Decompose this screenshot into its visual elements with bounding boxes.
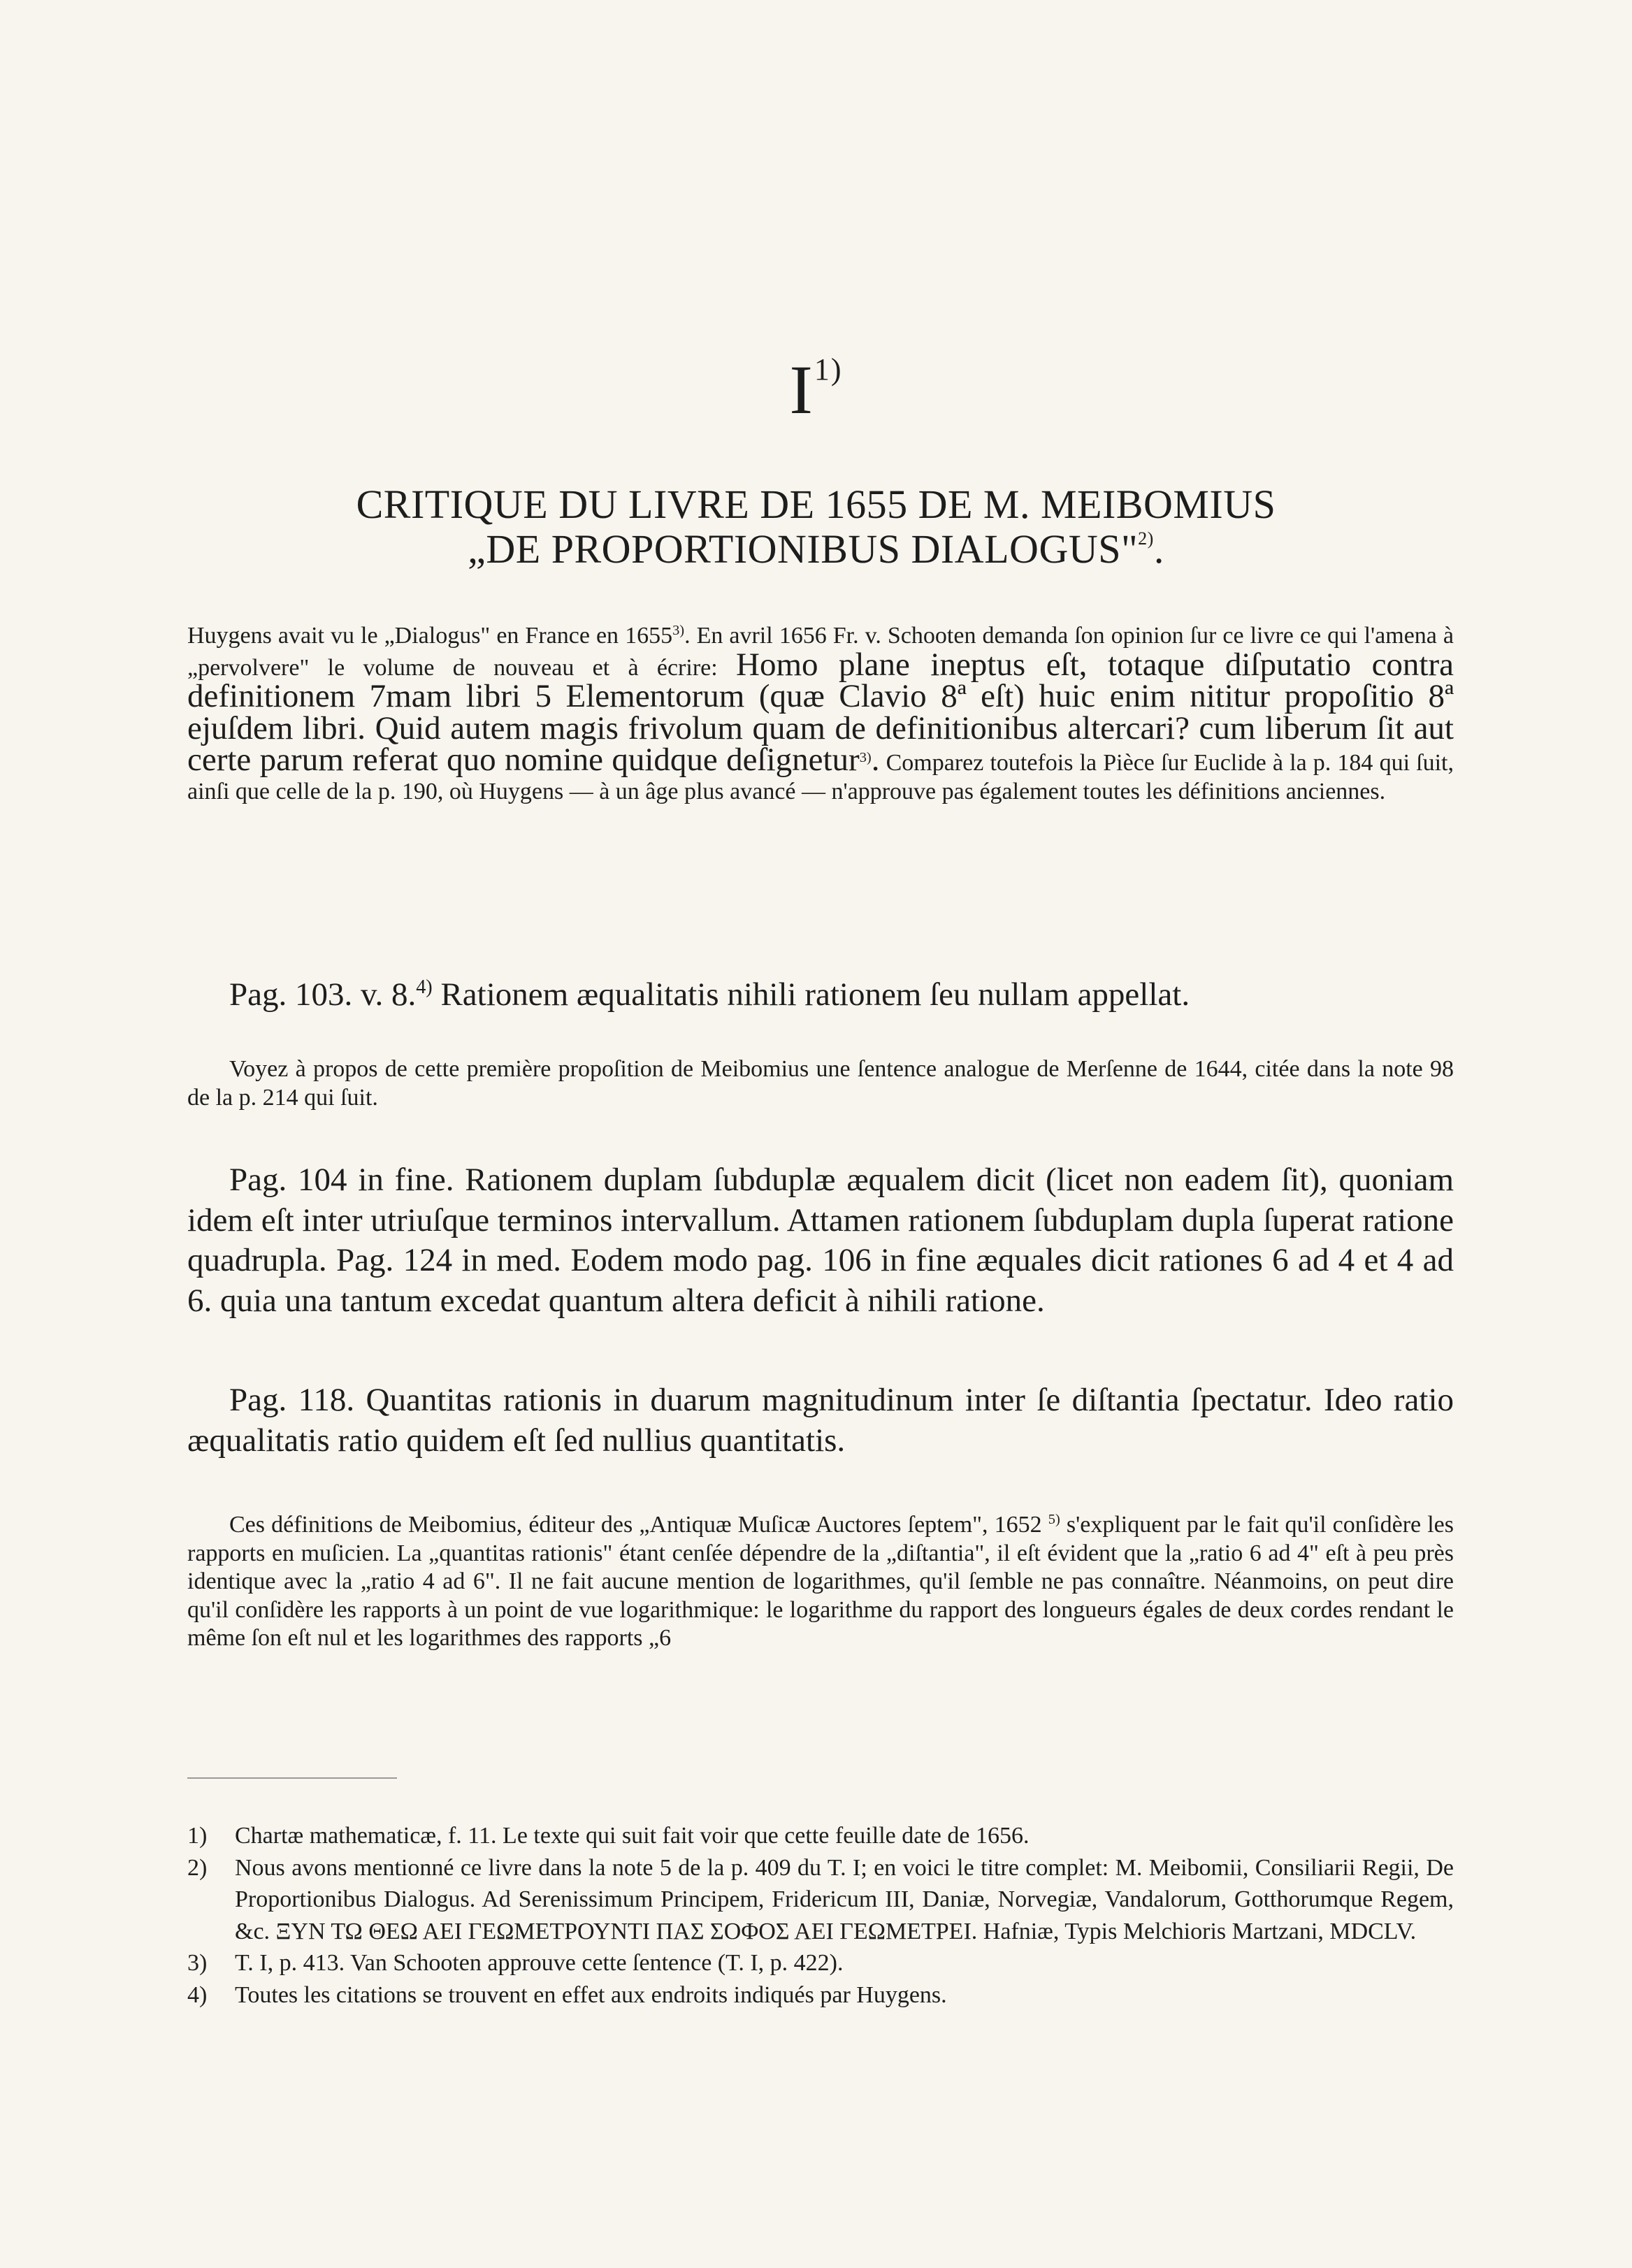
p104-paragraph: Pag. 104 in fine. Rationem duplam ſubduplæ æqualem dicit (licet non eadem ſit), quoniam idem eſt inter utriuſque terminos intervallum. Attamen rationem ſubduplam dupla ſuperat ratione quadrupla. Pag. 124 in med. Eodem modo pag. 106 in fine æquales dicit rationes 6 ad 4 et 4 ad 6. quia una tantum excedat quantum altera deficit à nihili ratione. xyxy=(187,1162,1454,1319)
numeral-note-ref: 1) xyxy=(814,352,843,387)
title-line-2 xyxy=(0,526,1632,572)
intro-note-ref-3: 3) xyxy=(672,622,685,638)
comment-2 xyxy=(187,1511,1454,1653)
footnote-4 xyxy=(187,1979,1454,2011)
footnote-1 xyxy=(187,1820,1454,1852)
intro-latin-note-ref: 3) xyxy=(859,749,872,765)
intro-latin-quote: Homo plane ineptus eſt, totaque diſputatio contra definitionem 7mam libri 5 Elementorum (quæ Clavio 8ª eſt) huic enim nititur propoſitio 8ª ejuſdem libri. Quid autem magis frivolum quam de definitionibus altercari? cum liberum ſit aut certe parum referat quo nomine quidque deſignetur xyxy=(187,646,1454,778)
footnote-4-text: Toutes les citations se trouvent en effet aux endroits indiqués par Huygens. xyxy=(235,1981,947,2008)
p103-ref: Pag. 103. v. 8. xyxy=(229,976,417,1013)
comment-2-text-2: s'expliquent par le fait qu'il conſidère les rapports en muſicien. La „quantitas rationis" étant cenſée dépendre de la „diſtantia", il eſt évident que la „ratio 6 ad 4" eſt à peu près identique avec la „ratio 4 ad 6". Il ne fait aucune mention de logarithmes, qu'il ſemble ne pas connaître. Néanmoins, on peut dire qu'il conſidère les rapports à un point de vue logarithmique: le logarithme du rapport des longueurs égales de deux cordes rendant le même ſon eſt nul et les logarithmes des rapports „6 xyxy=(187,1512,1454,1651)
p103-paragraph xyxy=(187,975,1454,1016)
comment-1: Voyez à propos de cette première propoſition de Meibomius une ſentence analogue de Merſenne de 1644, citée dans la note 98 de la p. 214 qui ſuit. xyxy=(187,1056,1454,1111)
p103-note-ref-4: 4) xyxy=(416,976,433,999)
intro-paragraph xyxy=(187,622,1454,806)
footnote-1-text: Chartæ mathematicæ, f. 11. Le texte qui suit fait voir que cette feuille date de 1656. xyxy=(235,1823,1030,1849)
title-line-1: CRITIQUE DU LIVRE DE 1655 DE M. MEIBOMIUS xyxy=(356,482,1276,527)
comment-2-note-ref-5: 5) xyxy=(1048,1511,1060,1527)
intro-text-3: Comparez toutefois la Pièce ſur Euclide à la p. 184 qui ſuit, ainſi que celle de la p. 190, où Huygens — à un âge plus avancé — n'approuve pas également toutes les définitions anciennes. xyxy=(187,750,1454,804)
title-end: . xyxy=(1153,526,1164,572)
footnote-3-mark: 3) xyxy=(187,1950,208,1976)
comment-2-text-1: Ces définitions de Meibomius, éditeur des „Antiquæ Muſicæ Auctores ſeptem", 1652 xyxy=(229,1512,1042,1538)
footnote-2-text: Nous avons mentionné ce livre dans la note 5 de la p. 409 du T. I; en voici le titre complet: M. Meibomii, Consiliarii Regii, De Proportionibus Dialogus. Ad Serenissimum Principem, Fridericum III, Daniæ, Norvegiæ, Vandalorum, Gotthorumque Regem, &c. ΞΥΝ ΤΩ ΘΕΩ ΑΕΙ ΓΕΩΜΕΤΡΟΥΝΤΙ ΠΑΣ ΣΟΦΟΣ ΑΕΙ ΓΕΩΜΕΤΡΕΙ. Hafniæ, Typis Melchioris Martzani, MDCLV. xyxy=(235,1854,1454,1944)
footnote-separator xyxy=(187,1777,397,1779)
intro-text-2: . En avril 1656 Fr. v. Schooten demanda ſon opinion ſur ce livre ce qui l'amena à „pervolvere" le volume de nouveau et à écrire: xyxy=(187,623,1454,681)
title-note-ref: 2) xyxy=(1138,528,1154,549)
footnote-2 xyxy=(187,1852,1454,1948)
p118-paragraph: Pag. 118. Quantitas rationis in duarum magnitudinum inter ſe diſtantia ſpectatur. Ideo ratio æqualitatis ratio quidem eſt ſed nullius quantitatis. xyxy=(187,1382,1454,1459)
footnotes xyxy=(187,1820,1454,2011)
title-line-2-text: „DE PROPORTIONIBUS DIALOGUS" xyxy=(468,526,1139,572)
intro-text-1: Huygens avait vu le „Dialogus" en France en 1655 xyxy=(187,623,673,649)
section-numeral xyxy=(0,349,1632,430)
footnote-3 xyxy=(187,1947,1454,1979)
p103-text: Rationem æqualitatis nihili rationem ſeu nullam appellat. xyxy=(440,976,1190,1013)
footnote-3-text: T. I, p. 413. Van Schooten approuve cette ſentence (T. I, p. 422). xyxy=(235,1950,844,1976)
footnote-2-mark: 2) xyxy=(187,1854,208,1881)
numeral-text: I xyxy=(789,351,814,428)
footnote-4-mark: 4) xyxy=(187,1981,208,2008)
intro-latin-end: . xyxy=(871,742,880,778)
footnote-1-mark: 1) xyxy=(187,1823,208,1849)
